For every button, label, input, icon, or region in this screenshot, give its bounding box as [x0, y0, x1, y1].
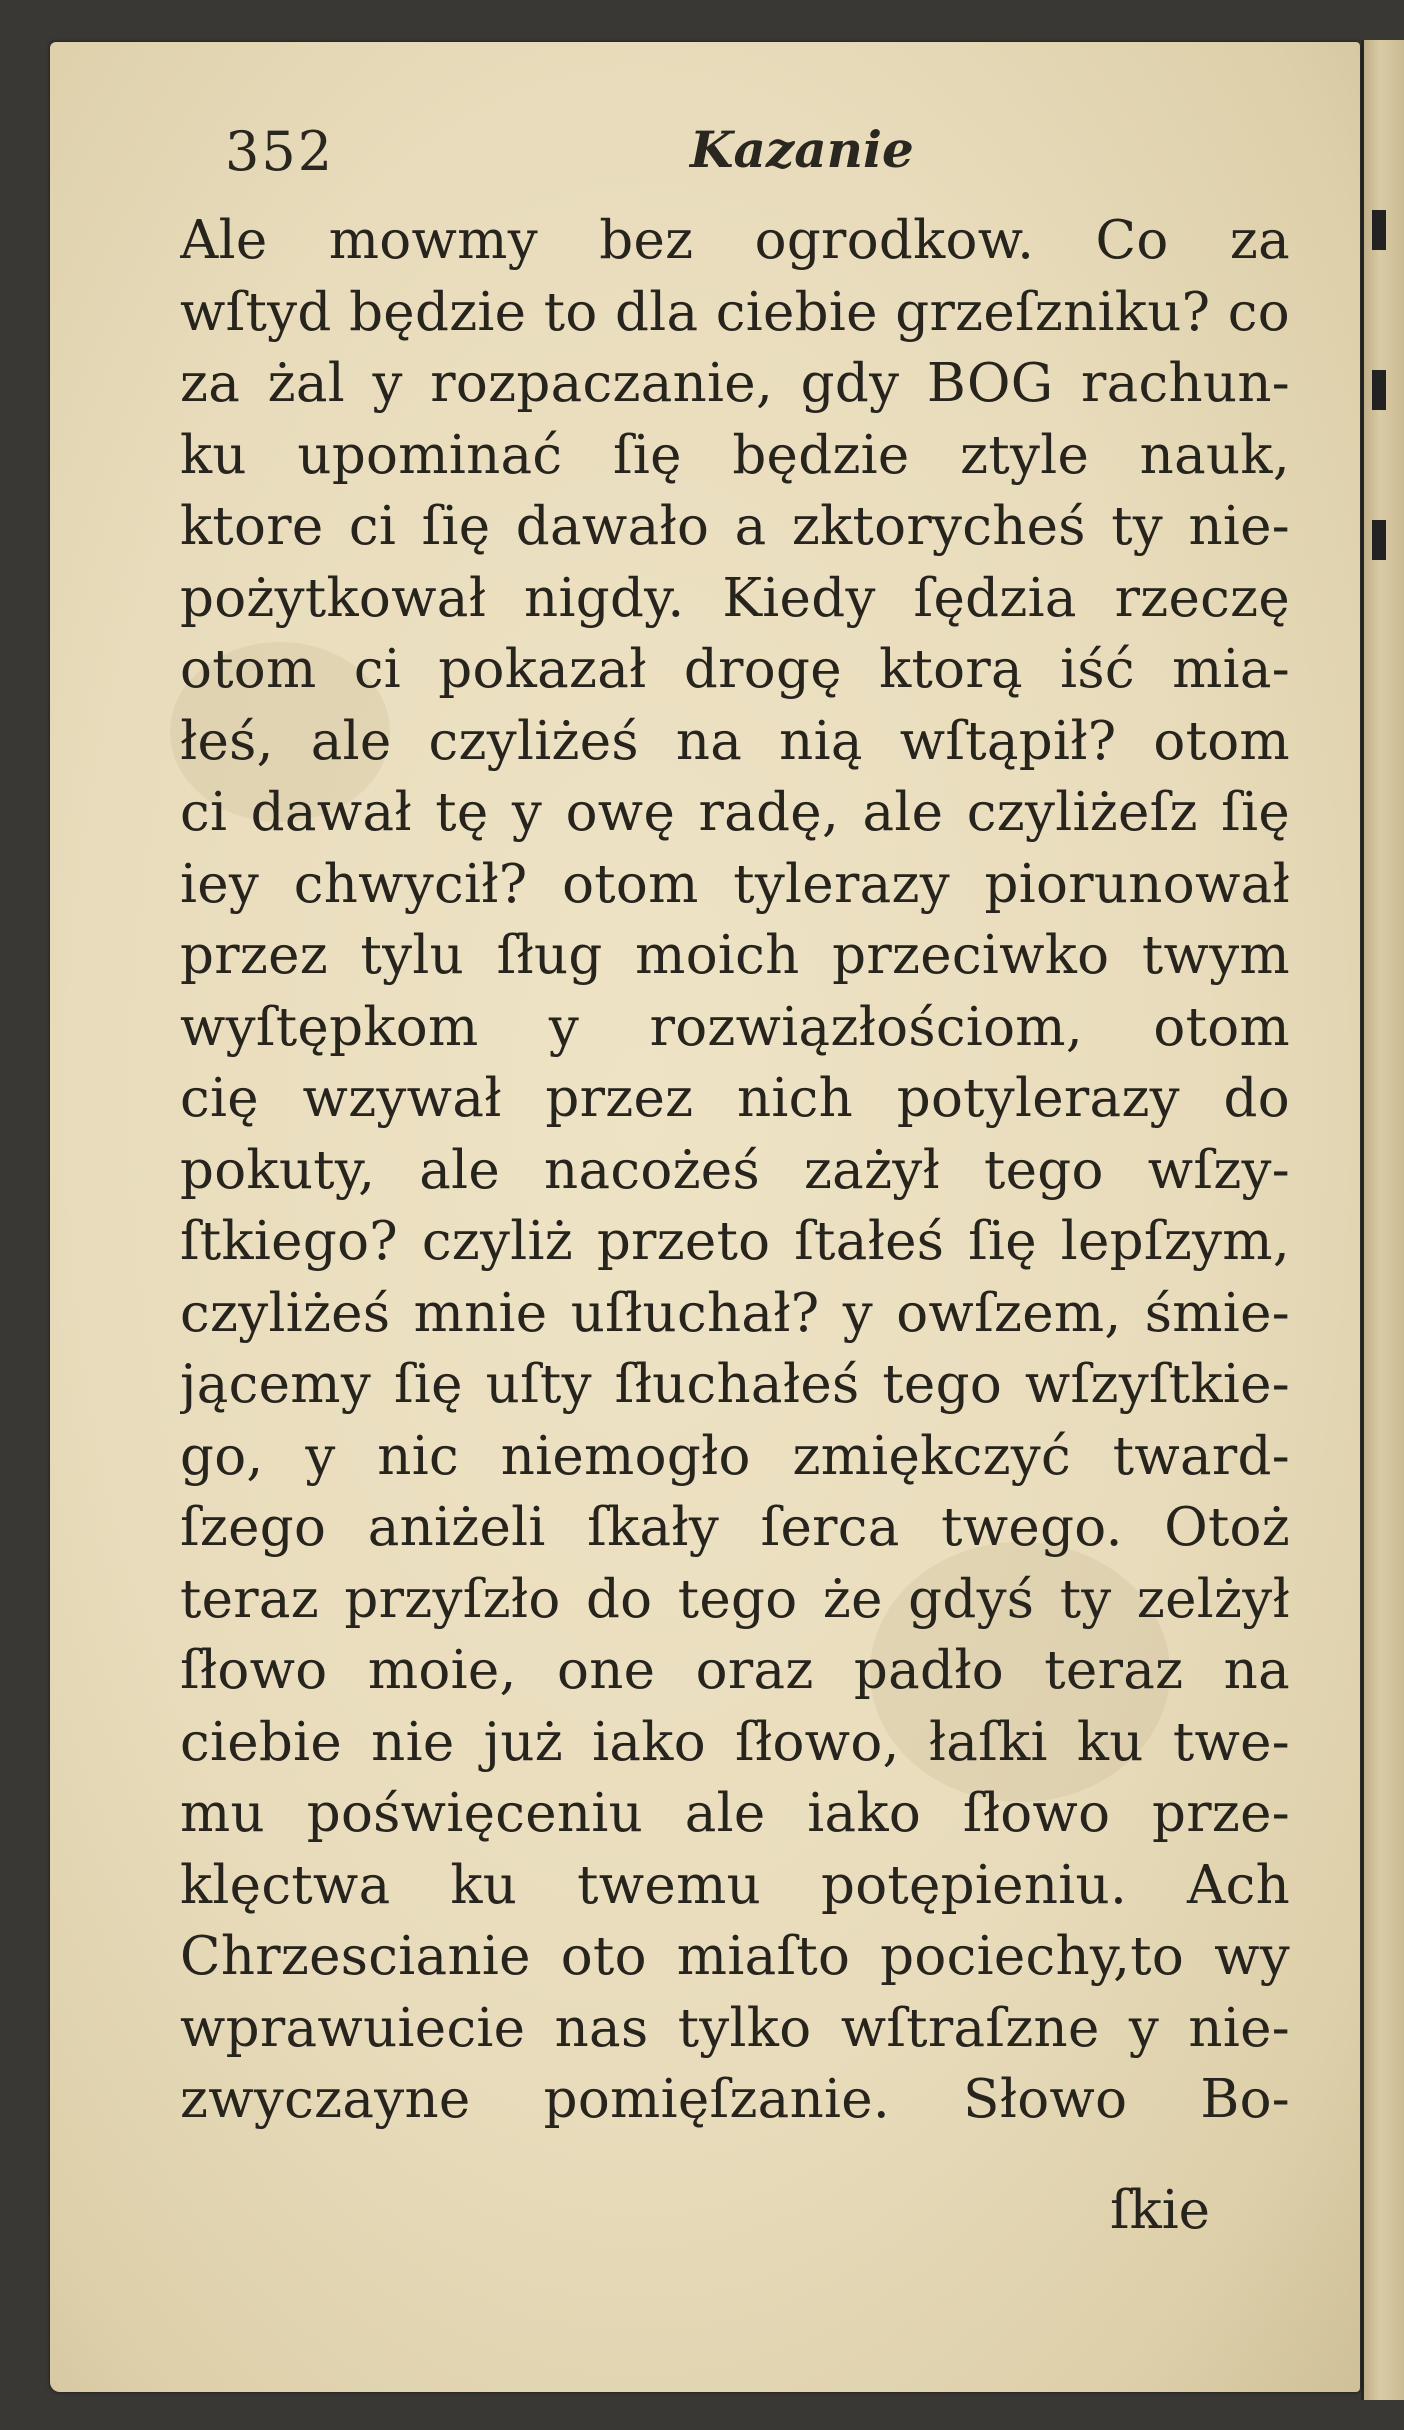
facing-page-edge	[1361, 40, 1404, 2400]
text-line: wſtyd będzie to dla ciebie grzeſzniku? co	[180, 281, 1290, 343]
running-title: Kazanie	[690, 120, 914, 179]
text-line: łeś, ale czyliżeś na nią wſtąpił? otom	[180, 710, 1290, 772]
catchword: ſkie	[1110, 2180, 1211, 2241]
text-line: otom ci pokazał drogę ktorą iść mia-	[180, 639, 1290, 700]
text-line: klęctwa ku twemu potępieniu. Ach	[180, 1854, 1290, 1916]
text-line: ci dawał tę y owę radę, ale czyliżeſz ſię	[180, 782, 1290, 843]
text-line: wyſtępkom y rozwiązłościom, otom	[180, 996, 1290, 1058]
text-line: ku upominać ſię będzie ztyle nauk,	[180, 424, 1290, 486]
text-line: wprawuiecie nas tylko wſtraſzne y nie-	[180, 1997, 1290, 2059]
text-line: ciebie nie już iako ſłowo, łaſki ku twe-	[180, 1711, 1290, 1773]
body-text	[180, 205, 1290, 2136]
text-line: go, y nic niemogło zmiękczyć tward-	[180, 1425, 1290, 1487]
text-line: czyliżeś mnie uſłuchał? y owſzem, śmie-	[180, 1282, 1290, 1344]
page-number: 352	[225, 120, 335, 183]
page-header	[225, 120, 1005, 200]
text-line: jącemy ſię uſty ſłuchałeś tego wſzyſtkie-	[180, 1354, 1290, 1415]
text-line: Chrzescianie oto miaſto pociechy,to wy	[180, 1926, 1290, 1987]
text-line: przez tylu ſług moich przeciwko twym	[180, 925, 1290, 986]
text-line: teraz przyſzło do tego że gdyś ty zelżył	[180, 1568, 1290, 1630]
text-line: Ale mowmy bez ogrodkow. Co za	[180, 210, 1290, 271]
text-line: pokuty, ale nacożeś zażył tego wſzy-	[180, 1139, 1290, 1201]
text-line: ſtkiego? czyliż przeto ſtałeś ſię lepſzym,	[180, 1211, 1290, 1272]
text-line: zwyczayne pomięſzanie. Słowo Bo-	[180, 2069, 1290, 2130]
text-line: ktore ci ſię dawało a zktorycheś ty nie-	[180, 496, 1290, 557]
text-line: pożytkował nigdy. Kiedy ſędzia rzeczę	[180, 567, 1290, 629]
text-line: ſzego aniżeli ſkały ſerca twego. Otoż	[180, 1497, 1290, 1558]
text-line: ſłowo moie, one oraz padło teraz na	[180, 1640, 1290, 1701]
text-line: iey chwycił? otom tylerazy piorunował	[180, 853, 1290, 915]
text-line: za żal y rozpaczanie, gdy BOG rachun-	[180, 353, 1290, 414]
text-line: mu poświęceniu ale iako ſłowo prze-	[180, 1783, 1290, 1844]
text-line: cię wzywał przez nich potylerazy do	[180, 1068, 1290, 1129]
